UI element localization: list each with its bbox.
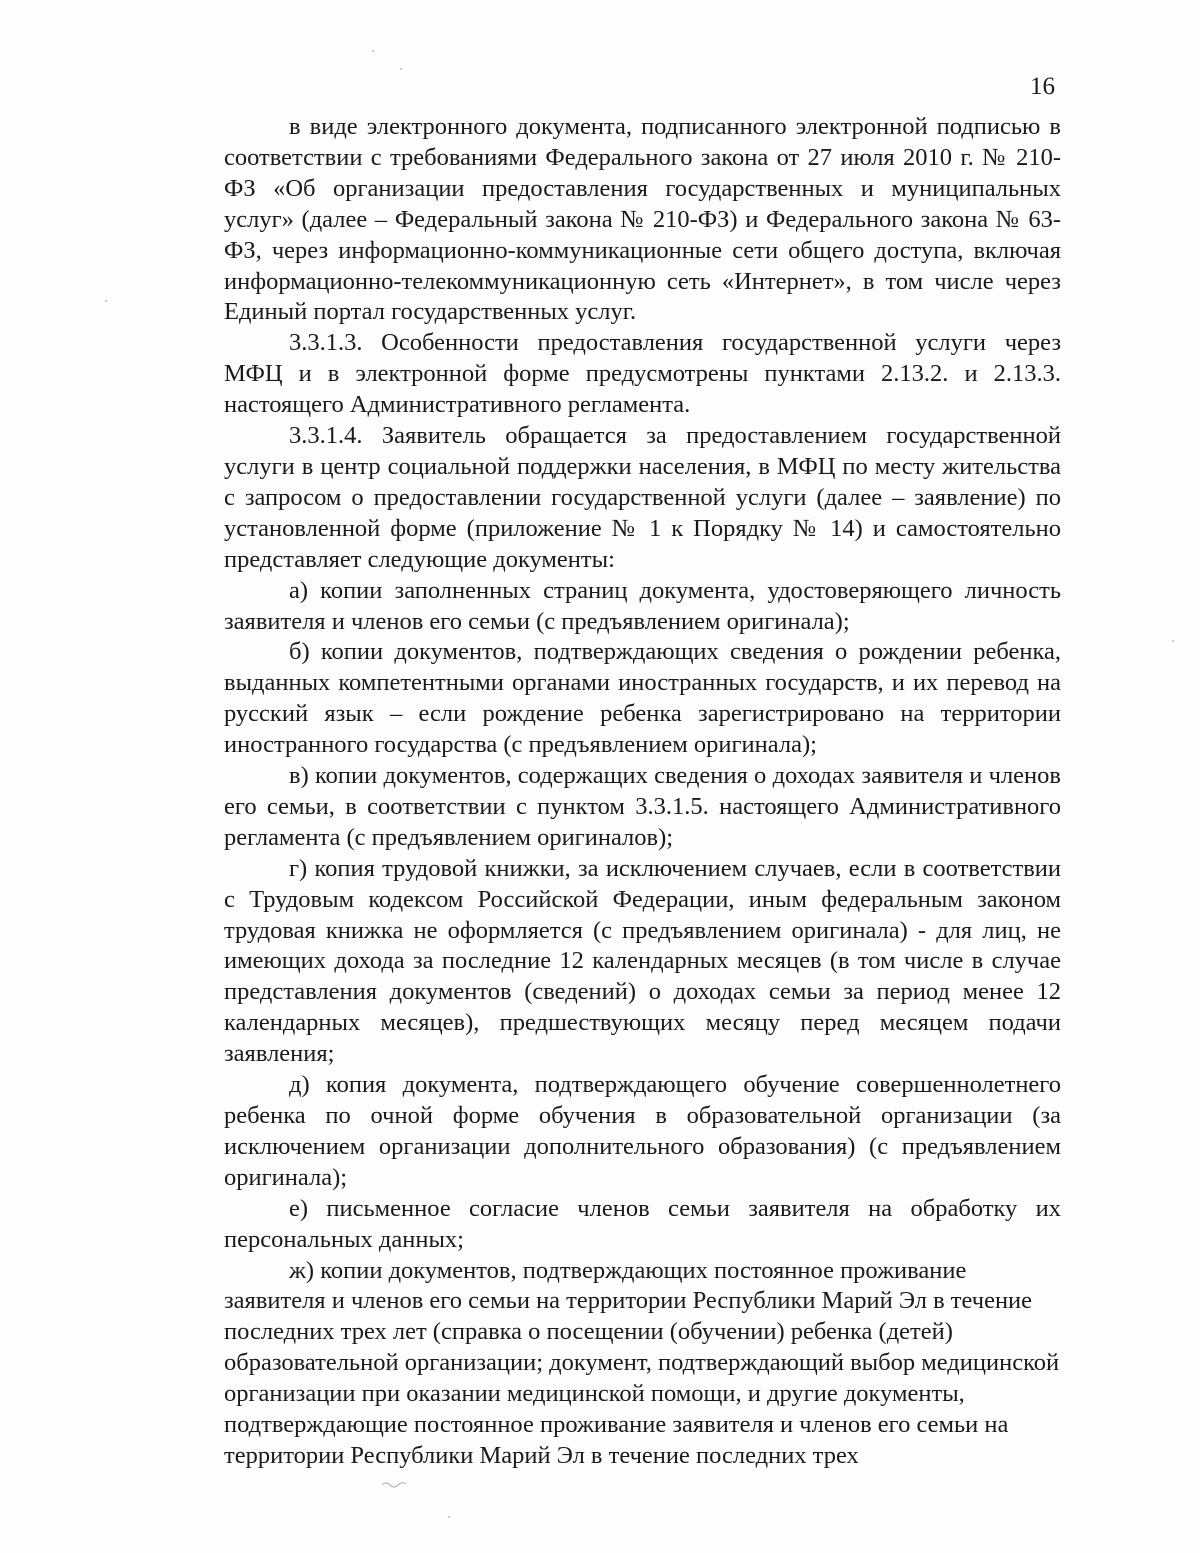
list-item-v: в) копии документов, содержащих сведения о доходах заявителя и членов его семьи, в соответствии с пунктом 3.3.1.5. настоящего Административного регламента (с предъявлением оригиналов); (224, 762, 1061, 851)
paragraph-electronic-document: в виде электронного документа, подписанного электронной подписью в соответствии с требованиями Федерального закона от 27 июля 2010 г. № 210-ФЗ «Об организации предоставления государственных и муниципальных услуг» (далее – Федеральный закона № 210-ФЗ) и Федерального закона № 63-ФЗ, через информационно-коммуникационные сети общего доступа, включая информационно-телекоммуникационную сеть «Интернет», в том числе через Единый портал государственных услуг. (224, 113, 1061, 326)
scan-artifact (380, 1478, 410, 1490)
list-item-d: д) копия документа, подтверждающего обучение совершеннолетнего ребенка по очной форме обучения в образовательной организации (за исключением организации дополнительного образования) (с предъявлением оригинала); (224, 1071, 1061, 1191)
list-item-g: г) копия трудовой книжки, за исключением случаев, если в соответствии с Трудовым кодексом Российской Федерации, иным федеральным законом трудовая книжка не оформляется (с предъявлением оригинала) - для лиц, не имеющих дохода за последние 12 календарных месяцев (в том числе в случае представления документов (сведений) о доходах семьи за период менее 12 календарных месяцев), предшествующих месяцу перед месяцем подачи заявления; (224, 854, 1061, 1068)
scan-speck (372, 50, 374, 52)
list-item-zh: ж) копии документов, подтверждающих постоянное проживание заявителя и членов его семьи на территории Республики Марий Эл в течение последних трех лет (справка о посещении (обучении) ребенка (детей) образовательной организации; документ, подтверждающий выбор медицинской организации при оказании медицинской помощи, и другие документы, подтверждающие постоянное проживание заявителя и членов его семьи на территории Республики Марий Эл в течение последних трех (224, 1256, 1060, 1469)
scan-speck (1172, 640, 1174, 642)
scan-speck (400, 68, 402, 70)
list-item-e: е) письменное согласие членов семьи заявителя на обработку их персональных данных; (224, 1194, 1061, 1253)
page-number: 16 (1030, 73, 1055, 100)
list-item-b: б) копии документов, подтверждающих сведения о рождении ребенка, выданных компетентными органами иностранных государств, и их перевод на русский язык – если рождение ребенка зарегистрировано на территории иностранного государства (с предъявлением оригинала); (224, 638, 1061, 759)
list-item-a: а) копии заполненных страниц документа, удостоверяющего личность заявителя и членов его семьи (с предъявлением оригинала); (224, 576, 1061, 635)
scan-speck (105, 300, 107, 302)
scan-speck (448, 1516, 450, 1518)
paragraph-3-3-1-4: 3.3.1.4. Заявитель обращается за предоставлением государственной услуги в центр социальной поддержки населения, в МФЦ по месту жительства с запросом о предоставлении государственной услуги (далее – заявление) по установленной форме (приложение № 1 к Порядку № 14) и самостоятельно представляет следующие документы: (224, 422, 1061, 573)
paragraph-3-3-1-3: 3.3.1.3. Особенности предоставления государственной услуги через МФЦ и в электронной форме предусмотрены пунктами 2.13.2. и 2.13.3. настоящего Административного регламента. (224, 329, 1061, 419)
document-body (224, 112, 1061, 1472)
